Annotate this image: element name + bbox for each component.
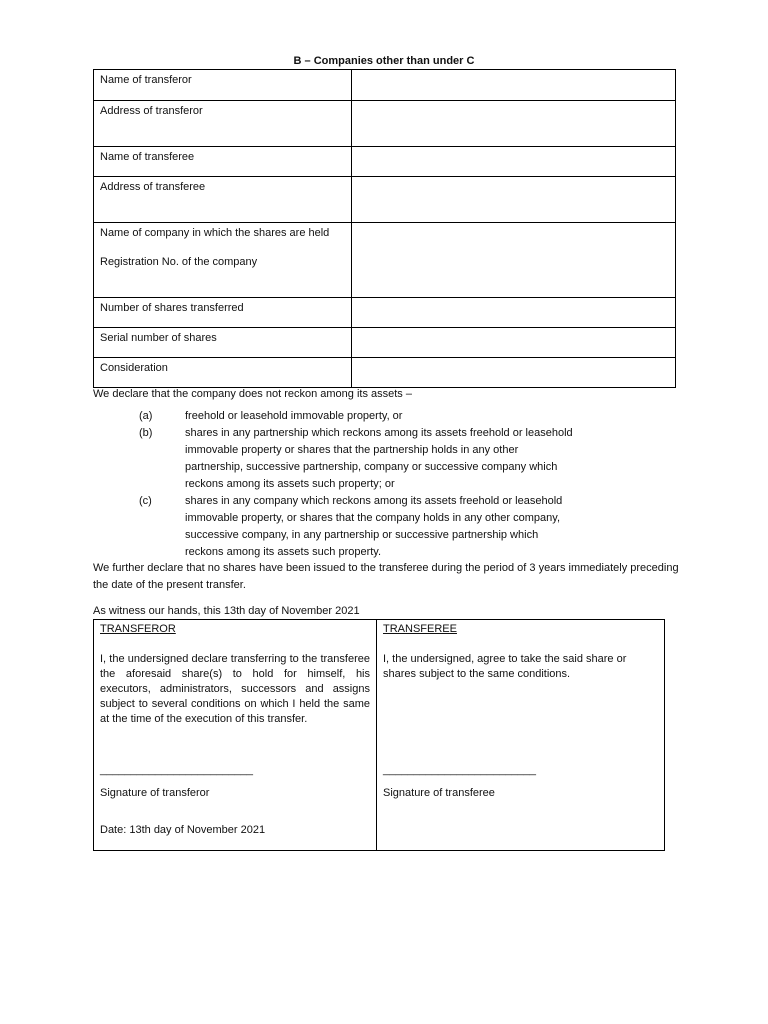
row-label: Number of shares transferred [94,298,352,328]
item-text: shares in any company which reckons among its assets freehold or leasehold immovable property, or shares that the company holds in any other company, successive company, in any partnership or successive partnership which reckons among its assets such property. [185,495,563,558]
table-row [94,177,676,223]
row-value-field[interactable] [352,298,676,328]
declaration-intro: We declare that the company does not reckon among its assets – [93,388,412,400]
row-label: Name of company in which the shares are held [100,227,330,239]
list-item [139,425,579,493]
transferee-text: I, the undersigned, agree to take the said share or shares subject to the same conditions. [383,653,627,680]
row-label: Name of transferee [94,147,352,177]
table-row [94,358,676,388]
table-row [94,101,676,147]
transferor-signature-label: Signature of transferor [100,787,210,799]
transferee-heading: TRANSFEREE [383,623,457,635]
transferee-signature-line[interactable]: _________________________ [383,764,536,776]
row-label: Address of transferor [94,101,352,147]
transferor-heading: TRANSFEROR [100,623,176,635]
table-row [94,70,676,101]
row-value-field[interactable] [352,101,676,147]
row-value-field[interactable] [352,358,676,388]
transferee-cell [377,620,665,851]
transfer-details-table [93,69,676,388]
further-declaration: We further declare that no shares have been issued to the transferee during the period of 3 years immediately preceding the date of the present transfer. [93,562,679,591]
row-label: Name of transferor [94,70,352,101]
table-row [94,298,676,328]
row-label: Consideration [94,358,352,388]
item-text: freehold or leasehold immovable property, or [185,410,403,422]
transferor-cell [94,620,377,851]
item-marker: (b) [139,427,153,439]
transferor-signature-line[interactable]: _________________________ [100,764,253,776]
list-item [139,408,579,425]
row-value-field[interactable] [352,177,676,223]
row-value-field[interactable] [352,223,676,298]
declaration-list [139,408,579,561]
signature-table [93,619,665,851]
row-value-field[interactable] [352,147,676,177]
transferor-text: I, the undersigned declare transferring to the transferee the aforesaid share(s) to hold for himself, his executors, administrators, successors and assigns subject to several conditions on which I held the same at the time of the execution of this transfer. [100,653,370,725]
row-value-field[interactable] [352,328,676,358]
table-row [94,620,665,851]
transfer-date: Date: 13th day of November 2021 [100,824,266,836]
row-value-field[interactable] [352,70,676,101]
row-label-group [94,223,352,298]
form-title: B – Companies other than under C [293,55,475,67]
row-sublabel: Registration No. of the company [100,256,258,268]
table-row [94,147,676,177]
item-marker: (c) [139,495,152,507]
row-label: Address of transferee [94,177,352,223]
item-text: shares in any partnership which reckons among its assets freehold or leasehold immovable property or shares that the partnership holds in any other partnership, successive partnership, company or successive company which reckons among its assets such property; or [185,427,573,490]
list-item [139,493,579,561]
item-marker: (a) [139,410,153,422]
witness-statement: As witness our hands, this 13th day of November 2021 [93,605,360,617]
table-row [94,328,676,358]
table-row [94,223,676,298]
row-label: Serial number of shares [94,328,352,358]
transferee-signature-label: Signature of transferee [383,787,495,799]
